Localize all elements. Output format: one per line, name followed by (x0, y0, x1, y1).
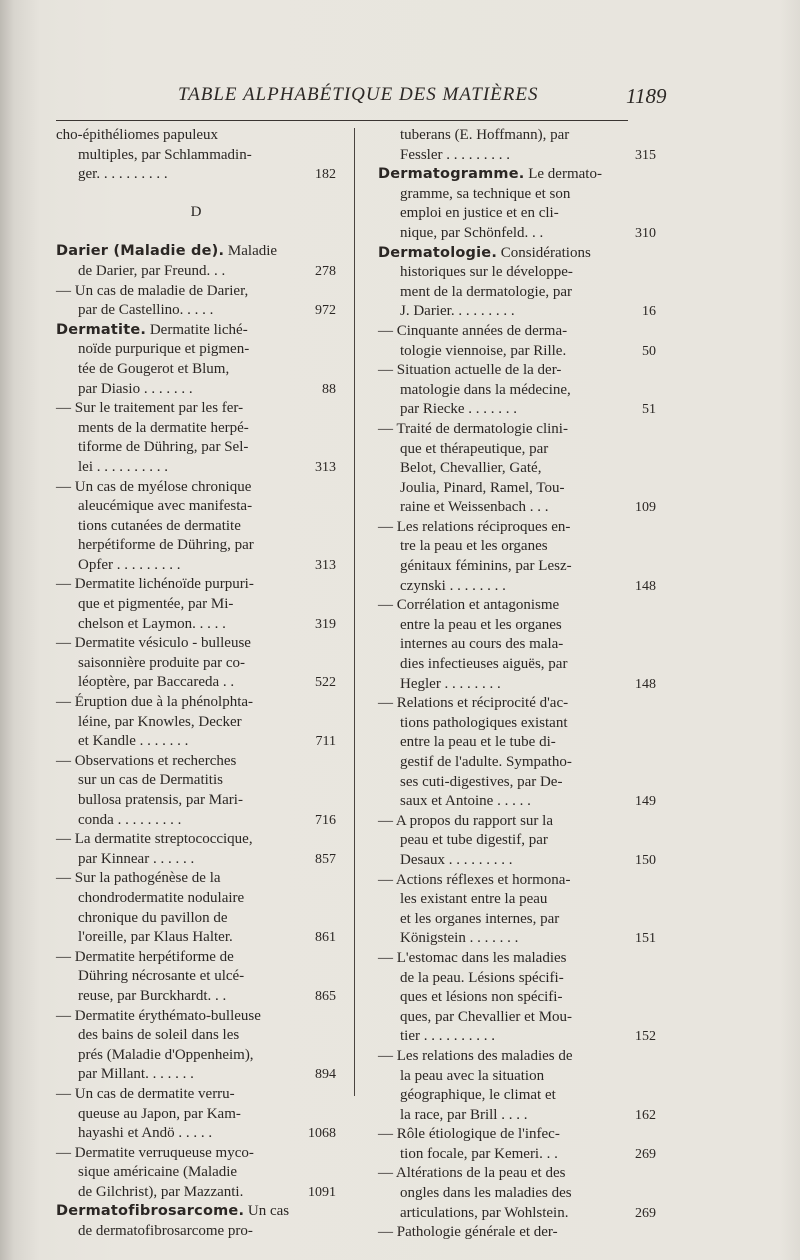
entry-line: ment de la dermatologie, par (400, 283, 573, 300)
entry-line: matologie dans la médecine, (400, 381, 571, 398)
page-reference: 269 (635, 1146, 656, 1162)
entry-line: Königstein . . . . . . . (400, 930, 519, 947)
entry-line: — Observations et recherches (56, 752, 237, 769)
index-entry (56, 575, 336, 634)
index-entry (378, 420, 656, 518)
page-reference: 182 (315, 167, 336, 183)
page-reference: 313 (315, 459, 336, 475)
entry-line: — Un cas de maladie de Darier, (56, 282, 249, 299)
index-entry (378, 361, 656, 420)
section-letter: D (190, 203, 202, 220)
index-entry (56, 752, 336, 830)
page-reference: 310 (635, 225, 656, 241)
entry-line: par Riecke . . . . . . . (400, 401, 518, 418)
entry-line: Dermatogramme. Le dermato- (378, 166, 602, 183)
entry-line: aleucémique avec manifesta- (78, 498, 253, 515)
entry-line: multiples, par Schlammadin- (78, 146, 252, 163)
page-reference: 50 (642, 343, 656, 359)
index-entry (378, 126, 656, 165)
index-entry (56, 869, 336, 947)
entry-line: — Cinquante années de derma- (378, 322, 568, 339)
entry-line: — Corrélation et antagonisme (378, 597, 560, 614)
entry-line: ongles dans les maladies des (400, 1185, 572, 1202)
left-column (56, 126, 336, 1242)
entry-line: Opfer . . . . . . . . . (78, 556, 181, 573)
entry-line: et les organes internes, par (400, 910, 560, 927)
entry-line: — Situation actuelle de la der- (378, 362, 562, 379)
entry-line: de Darier, par Freund. . . (78, 262, 226, 279)
page-reference: 1068 (308, 1126, 336, 1142)
index-entry (56, 478, 336, 576)
entry-line: tre la peau et les organes (400, 538, 548, 555)
entry-line: l'oreille, par Klaus Halter. (78, 929, 233, 946)
index-headword-entry (56, 242, 336, 281)
index-entry (56, 126, 336, 185)
entry-line: nique, par Schönfeld. . . (400, 224, 544, 241)
entry-line: ques, par Chevallier et Mou- (400, 1008, 573, 1025)
index-entry (56, 1007, 336, 1085)
entry-line: — Dermatite verruqueuse myco- (56, 1144, 254, 1161)
column-divider (354, 128, 355, 1096)
entry-line: des bains de soleil dans les (78, 1027, 240, 1044)
page-reference: 315 (635, 147, 656, 163)
index-entry (378, 596, 656, 694)
header-rule (56, 120, 628, 121)
entry-line: ger. . . . . . . . . . (78, 166, 168, 183)
entry-line: — Altérations de la peau et des (378, 1165, 566, 1182)
page-reference: 88 (322, 381, 336, 397)
entry-line: par Millant. . . . . . . (78, 1066, 194, 1083)
page-header (0, 84, 800, 114)
index-entry (378, 518, 656, 596)
entry-line: entre la peau et les organes (400, 616, 562, 633)
page-reference: 522 (315, 675, 336, 691)
entry-line: saisonnière produite par co- (78, 654, 246, 671)
entry-line: génitaux féminins, par Lesz- (400, 558, 572, 575)
page-reference: 150 (635, 852, 656, 868)
entry-line: bullosa pratensis, par Mari- (78, 792, 243, 808)
headword: Dermatologie. (378, 244, 498, 261)
entry-line: cho-épithéliomes papuleux (56, 127, 219, 143)
page-number: 1189 (626, 84, 667, 108)
entry-line: lei . . . . . . . . . . (78, 458, 168, 475)
entry-line: Dermatofibrosarcome. Un cas (56, 1203, 290, 1220)
entry-line: internes au cours des mala- (400, 636, 564, 653)
entry-line: Dermatologie. Considérations (378, 244, 591, 261)
entry-line: et Kandle . . . . . . . (78, 733, 189, 750)
page-reference: 148 (635, 676, 656, 692)
headword: Dermatite. (56, 321, 147, 338)
headword: Darier (Maladie de). (56, 243, 225, 260)
page-reference: 278 (315, 263, 336, 279)
entry-line: — L'estomac dans les maladies (378, 949, 567, 966)
entry-line: tion focale, par Kemeri. . . (400, 1145, 558, 1162)
entry-line: — Actions réflexes et hormona- (378, 871, 571, 888)
entry-line: — Dermatite vésiculo - bulleuse (56, 635, 251, 652)
entry-line: tiforme de Dühring, par Sel- (78, 439, 249, 456)
page-reference: 319 (315, 616, 336, 632)
headword: Dermatofibrosarcome. (56, 1203, 245, 1220)
entry-line: — Rôle étiologique de l'infec- (378, 1126, 560, 1143)
entry-line: prés (Maladie d'Oppenheim), (78, 1046, 254, 1063)
entry-line: — Sur la pathogénèse de la (56, 870, 221, 887)
entry-line: chondrodermatite nodulaire (78, 889, 245, 906)
entry-line: géographique, le climat et (400, 1087, 556, 1104)
entry-line: reuse, par Burckhardt. . . (78, 987, 227, 1004)
page-reference: 857 (315, 851, 336, 867)
entry-line: Joulia, Pinard, Ramel, Tou- (400, 479, 565, 496)
index-entry (378, 812, 656, 871)
entry-line: ques et lésions non spécifi- (400, 989, 563, 1006)
index-entry (56, 1144, 336, 1203)
entry-line: — Traité de dermatologie clini- (378, 420, 568, 437)
entry-line: de la peau. Lésions spécifi- (400, 969, 564, 986)
page-reference: 148 (635, 578, 656, 594)
entry-line: chronique du pavillon de (78, 909, 228, 926)
page-reference: 716 (315, 812, 336, 828)
entry-line: léine, par Knowles, Decker (78, 713, 242, 730)
page-reference: 865 (315, 988, 336, 1004)
page-reference: 711 (315, 734, 336, 750)
page-reference: 269 (635, 1205, 656, 1221)
index-entry (378, 1125, 656, 1164)
entry-line: sur un cas de Dermatitis (78, 772, 223, 789)
entry-line: la race, par Brill . . . . (400, 1106, 528, 1123)
index-headword-entry (378, 165, 656, 243)
index-entry (378, 694, 656, 812)
entry-line: tions cutanées de dermatite (78, 517, 241, 534)
page-reference: 162 (635, 1107, 656, 1123)
entry-line: la peau avec la situation (400, 1067, 545, 1084)
page-reference: 861 (315, 930, 336, 946)
entry-line: — Dermatite lichénoïde purpuri- (56, 576, 254, 593)
entry-line: par Kinnear . . . . . . (78, 850, 195, 867)
page-reference: 51 (642, 402, 656, 418)
entry-line: tologie viennoise, par Rille. (400, 342, 567, 359)
entry-line: queuse au Japon, par Kam- (78, 1105, 241, 1122)
entry-line: — Sur le traitement par les fer- (56, 400, 244, 417)
page-reference: 313 (315, 557, 336, 573)
index-entry (378, 1164, 656, 1223)
entry-line: tée de Gougerot et Blum, (78, 360, 230, 377)
entry-line: Dühring nécrosante et ulcé- (78, 968, 245, 985)
entry-line: par Diasio . . . . . . . (78, 380, 193, 397)
index-entry (56, 399, 336, 477)
entry-line: raine et Weissenbach . . . (400, 499, 549, 516)
entry-line: articulations, par Wohlstein. (400, 1204, 569, 1221)
headword: Dermatogramme. (378, 166, 525, 183)
entry-line: les existant entre la peau (400, 891, 548, 908)
index-entry (56, 282, 336, 321)
entry-line: Dermatite. Dermatite liché- (56, 321, 248, 338)
entry-line: Belot, Chevallier, Gaté, (400, 460, 542, 477)
entry-line: dies infectieuses aiguës, par (400, 656, 568, 673)
page-reference: 16 (642, 304, 656, 320)
running-title: TABLE ALPHABÉTIQUE DES MATIÈRES (178, 84, 539, 105)
entry-line: ses cuti-digestives, par De- (400, 773, 563, 790)
page-reference: 151 (635, 931, 656, 947)
entry-line: de dermatofibrosarcome pro- (78, 1223, 253, 1240)
entry-line: — Un cas de myélose chronique (56, 478, 252, 495)
index-entry (378, 322, 656, 361)
entry-line: — Dermatite érythémato-bulleuse (56, 1007, 261, 1024)
page-reference: 1091 (308, 1184, 336, 1200)
page-reference: 894 (315, 1067, 336, 1083)
index-entry (56, 634, 336, 693)
entry-line: emploi en justice et en cli- (400, 205, 559, 222)
entry-line: herpétiforme de Dühring, par (78, 537, 254, 554)
page-reference: 972 (315, 303, 336, 319)
index-entry (378, 871, 656, 949)
entry-line: entre la peau et le tube di- (400, 734, 556, 751)
index-entry (378, 1047, 656, 1125)
entry-line: chelson et Laymon. . . . . (78, 615, 226, 632)
entry-line: tuberans (E. Hoffmann), par (400, 127, 570, 143)
page-reference: 152 (635, 1029, 656, 1045)
entry-line: Darier (Maladie de). Maladie (56, 243, 278, 260)
index-entry (378, 949, 656, 1047)
entry-line: tions pathologiques existant (400, 714, 568, 731)
entry-line: — Dermatite herpétiforme de (56, 948, 234, 965)
entry-line: — Un cas de dermatite verru- (56, 1085, 235, 1102)
entry-line: ments de la dermatite herpé- (78, 419, 249, 436)
entry-line: que et pigmentée, par Mi- (78, 596, 234, 613)
entry-line: tier . . . . . . . . . . (400, 1028, 495, 1045)
entry-line: czynski . . . . . . . . (400, 577, 506, 594)
entry-line: — Relations et réciprocité d'ac- (378, 695, 569, 712)
entry-line: saux et Antoine . . . . . (400, 793, 531, 810)
entry-line: — Les relations des maladies de (378, 1047, 573, 1064)
entry-line: Fessler . . . . . . . . . (400, 146, 510, 163)
index-entry (56, 830, 336, 869)
entry-line: Hegler . . . . . . . . (400, 675, 501, 692)
entry-line: par de Castellino. . . . . (78, 302, 214, 319)
index-entry (378, 1223, 656, 1243)
entry-line: historiques sur le développe- (400, 264, 573, 281)
entry-line: peau et tube digestif, par (400, 832, 548, 849)
entry-line: léoptère, par Baccareda . . (78, 674, 235, 691)
entry-line: — Éruption due à la phénolphta- (56, 694, 254, 711)
entry-line: hayashi et Andö . . . . . (78, 1125, 213, 1142)
entry-line: J. Darier. . . . . . . . . (400, 303, 515, 320)
entry-line: que et thérapeutique, par (400, 440, 549, 457)
entry-line: gestif de l'adulte. Sympatho- (400, 754, 572, 770)
entry-line: — Les relations réciproques en- (378, 518, 571, 535)
index-headword-entry (378, 244, 656, 322)
entry-line: — Pathologie générale et der- (378, 1224, 558, 1241)
entry-line: conda . . . . . . . . . (78, 811, 182, 828)
index-headword-entry (56, 1202, 336, 1241)
entry-line: — A propos du rapport sur la (378, 812, 553, 829)
entry-line: Desaux . . . . . . . . . (400, 851, 513, 868)
entry-line: sique américaine (Maladie (78, 1164, 238, 1181)
index-entry (56, 693, 336, 752)
right-column (378, 126, 656, 1243)
index-entry (56, 948, 336, 1007)
entry-line: gramme, sa technique et son (400, 185, 571, 202)
entry-line: de Gilchrist), par Mazzanti. (78, 1183, 244, 1200)
entry-line: noïde purpurique et pigmen- (78, 341, 250, 358)
page-reference: 149 (635, 794, 656, 810)
page-reference: 109 (635, 500, 656, 516)
entry-line: — La dermatite streptococcique, (56, 831, 253, 848)
index-entry (56, 1085, 336, 1144)
index-headword-entry (56, 321, 336, 399)
